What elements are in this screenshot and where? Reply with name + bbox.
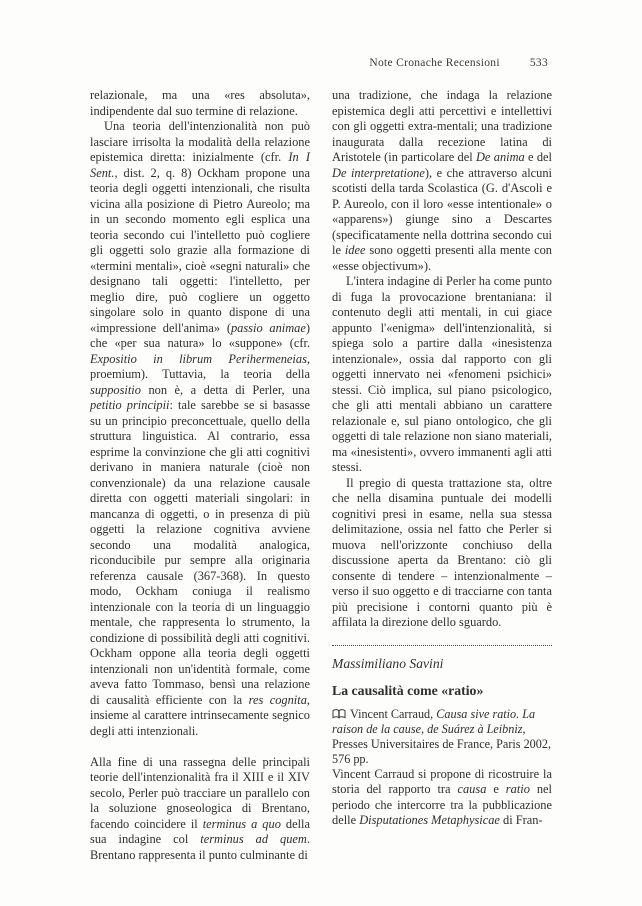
paragraph: Vincent Carraud si propone di ricostruire la storia del rapporto tra causa e ratio nel periodo che intercorre tra la pubblicazione delle Disputationes Metaphysicae di Fran- [332, 766, 552, 827]
paragraph: Alla fine di una rassegna delle principali teorie dell'intenzionalità fra il XIII e il XIV secolo, Perler può tracciare un parallelo con la soluzione gnoseologica di Brentano, facendo coincidere il terminus a quo della sua indagine col terminus ad quem. Brentano rappresenta il punto culminante di [90, 754, 310, 862]
text-columns [90, 88, 552, 863]
paragraph: Una teoria dell'intenzionalità non può lasciare irrisolta la modalità della relazione epistemica diretta: inizialmente (cfr. In I Sent., dist. 2, q. 8) Ockham propone una teoria degli oggetti intenzionali, che risulta vicina alla posizione di Pietro Aureolo; ma in un secondo momento egli esplica una teoria secondo cui l'intelletto può cogliere gli oggetti solo grazie alla formazione di «termini mentali», cioè «segni naturali» che designano tali oggetti: l'intelletto, per meglio dire, può cogliere un oggetto singolare solo in quanto dispone di una «impressione dell'anima» (passio animae) che «per sua natura» lo «suppone» (cfr. Expositio in librum Perihermeneias, proemium). Tuttavia, la teoria della suppositio non è, a detta di Perler, una petitio principii: tale sarebbe se si basasse su un principio preconcettuale, quello della struttura linguistica. Al contrario, essa esprime la convinzione che gli atti cognitivi derivano in maniera naturale (cioè non convenzionale) da una relazione causale diretta con oggetti materiali singolari: in mancanza di oggetti, o in presenza di più oggetti la relazione cognitiva avviene secondo una modalità analogica, riconducibile pur sempre alla originaria referenza causale (367-368). In questo modo, Ockham coniuga il realismo intenzionale con la teoria di un linguaggio mentale, che rappresenta lo strumento, la condizione di possibilità degli atti cognitivi. Ockham oppone alla teoria degli oggetti intenzionali non un'identità formale, come aveva fatto Tommaso, bensì una relazione di causalità efficiente con la res cognita, insieme al carattere intrinsecamente segnico degli atti intenzionali. [90, 119, 310, 738]
open-book-icon [332, 709, 346, 719]
page-number: 533 [529, 57, 548, 69]
section-separator [332, 645, 552, 646]
citation-text: Vincent Carraud, Causa sive ratio. La raison de la cause, de Suárez à Leibniz, Presses Universitaires de France, Paris 2002, 576 pp. [332, 706, 551, 766]
paragraph: relazionale, ma una «res absoluta», indipendente dal suo termine di relazione. [90, 88, 310, 118]
right-column [332, 88, 552, 863]
paragraph: una tradizione, che indaga la relazione epistemica degli atti percettivi e intellettivi con gli oggetti extra-mentali; una tradizione inaugurata dalla recezione latina di Aristotele (in particolare del De anima e del De interpretatione), e che attraverso alcuni scotisti della tarda Scolastica (G. d'Ascoli e P. Aureolo, con il loro «esse intentionale» o «apparens») giunge sino a Descartes (specificatamente nella dottrina secondo cui le idee sono oggetti presenti alla mente con «esse objectivum»). [332, 88, 553, 273]
paragraph: Il pregio di questa trattazione sta, oltre che nella disamina puntuale dei modelli cognitivi presi in esame, nella sua stessa delimitazione, ossia nel fatto che Perler si muova nell'orizzonte conchiuso della discussione aperta da Brentano: ciò gli consente di tendere – intenzionalmente – verso il suo oggetto e di tracciarne con tanta più precisione i contorni quanto più è affilata la direzione dello sguardo. [332, 475, 552, 629]
review-title: La causalità come «ratio» [332, 683, 484, 698]
running-head-title: Note Cronache Recensioni [369, 57, 500, 69]
review-author: Massimiliano Savini [332, 655, 444, 671]
left-column [90, 88, 310, 863]
running-head [90, 57, 548, 69]
paragraph: L'intera indagine di Perler ha come punto di fuga la provocazione brentaniana: il contenuto degli atti mentali, in cui giace appunto l'«enigma» dell'intenzionalità, si spiega solo a partire dalla «inesistenza intenzionale», ossia dal rapporto con gli oggetti innervato nei «fenomeni psichici» stessi. Ciò implica, sul piano psicologico, che gli atti mentali abbiano un carattere relazionale e, sul piano ontologico, che gli oggetti di tale relazione non siano materiali, ma «inesistenti», ovvero immanenti agli atti stessi. [332, 274, 552, 474]
book-citation [332, 707, 552, 767]
